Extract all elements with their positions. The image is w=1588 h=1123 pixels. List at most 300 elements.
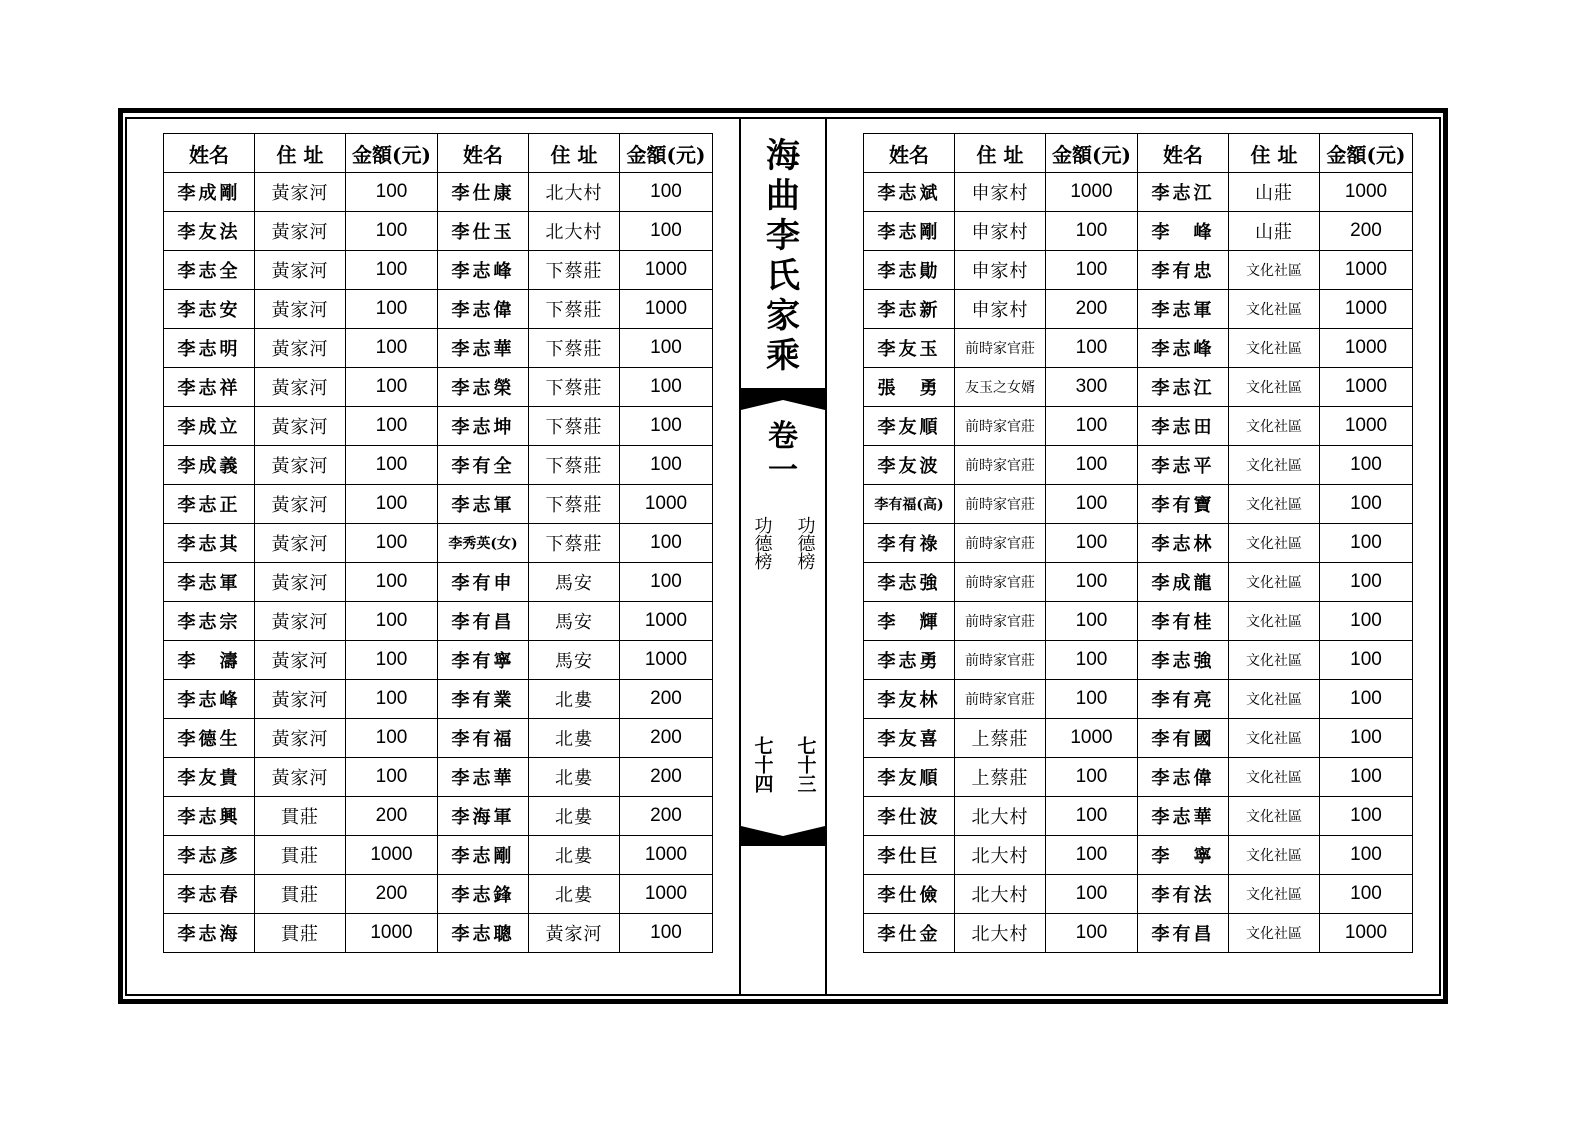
donor-amount: 200 xyxy=(1320,212,1413,251)
donor-amount: 1000 xyxy=(1320,407,1413,446)
donor-name: 李志全 xyxy=(164,251,255,290)
table-row xyxy=(864,641,1413,680)
donor-address: 黃家河 xyxy=(255,563,346,602)
donor-amount: 100 xyxy=(1046,212,1138,251)
book-title xyxy=(741,136,825,376)
volume-label xyxy=(741,420,825,488)
donor-name: 張 勇 xyxy=(864,368,955,407)
table-row xyxy=(164,329,713,368)
donor-name: 李有昌 xyxy=(438,602,529,641)
donor-name: 李友貴 xyxy=(164,758,255,797)
donor-name: 李志強 xyxy=(1138,641,1229,680)
donor-amount: 100 xyxy=(620,368,713,407)
donor-address: 文化社區 xyxy=(1229,602,1320,641)
donor-address: 文化社區 xyxy=(1229,836,1320,875)
donor-address: 北大村 xyxy=(529,212,620,251)
donor-name: 李志新 xyxy=(864,290,955,329)
donor-name: 李仕康 xyxy=(438,173,529,212)
donor-amount: 100 xyxy=(1320,875,1413,914)
donor-address: 山莊 xyxy=(1229,212,1320,251)
donor-name: 李有寶 xyxy=(1138,485,1229,524)
amount-header: 金額(元) xyxy=(620,134,713,173)
donor-amount: 100 xyxy=(620,173,713,212)
donor-address: 黃家河 xyxy=(255,641,346,680)
donor-address: 黃家河 xyxy=(255,329,346,368)
donor-amount: 1000 xyxy=(620,602,713,641)
donor-name: 李 輝 xyxy=(864,602,955,641)
address-header: 住 址 xyxy=(529,134,620,173)
donor-address: 前時家官莊 xyxy=(955,446,1046,485)
table-row xyxy=(164,680,713,719)
donor-address: 北大村 xyxy=(955,797,1046,836)
address-header: 住 址 xyxy=(1229,134,1320,173)
spine-band-bottom xyxy=(741,840,825,846)
donor-address: 前時家官莊 xyxy=(955,563,1046,602)
donor-amount: 100 xyxy=(1046,251,1138,290)
donor-address: 黃家河 xyxy=(255,368,346,407)
donor-address: 前時家官莊 xyxy=(955,680,1046,719)
donor-name: 李志偉 xyxy=(1138,758,1229,797)
donor-name: 李志正 xyxy=(164,485,255,524)
donor-address: 文化社區 xyxy=(1229,563,1320,602)
table-row xyxy=(864,875,1413,914)
donor-amount: 1000 xyxy=(1046,173,1138,212)
section-label-right-text: 功德榜 xyxy=(794,516,816,570)
donor-name: 李志其 xyxy=(164,524,255,563)
amount-header: 金額(元) xyxy=(1320,134,1413,173)
table-row xyxy=(164,914,713,953)
donor-name: 李成立 xyxy=(164,407,255,446)
donor-amount: 100 xyxy=(1320,719,1413,758)
donor-name: 李志海 xyxy=(164,914,255,953)
donor-address: 申家村 xyxy=(955,251,1046,290)
book-title-char: 家 xyxy=(766,296,800,336)
donor-address: 黃家河 xyxy=(529,914,620,953)
name-header: 姓名 xyxy=(864,134,955,173)
donor-amount: 1000 xyxy=(346,836,438,875)
donor-address: 北大村 xyxy=(955,875,1046,914)
donor-address: 黃家河 xyxy=(255,485,346,524)
donor-amount: 100 xyxy=(1046,329,1138,368)
section-label-left-text: 功德榜 xyxy=(751,516,773,570)
donor-amount: 100 xyxy=(1046,914,1138,953)
donor-amount: 200 xyxy=(620,719,713,758)
donor-name: 李志剛 xyxy=(438,836,529,875)
donor-address: 黃家河 xyxy=(255,290,346,329)
donor-address: 黃家河 xyxy=(255,680,346,719)
donor-name: 李志鋒 xyxy=(438,875,529,914)
donor-name: 李成龍 xyxy=(1138,563,1229,602)
donor-amount: 200 xyxy=(620,758,713,797)
table-row xyxy=(864,368,1413,407)
table-row xyxy=(164,563,713,602)
donor-amount: 1000 xyxy=(346,914,438,953)
donor-name: 李友法 xyxy=(164,212,255,251)
donor-amount: 100 xyxy=(346,602,438,641)
donor-address: 馬安 xyxy=(529,602,620,641)
donor-address: 下蔡莊 xyxy=(529,290,620,329)
donor-amount: 100 xyxy=(1046,485,1138,524)
donor-address: 前時家官莊 xyxy=(955,524,1046,563)
spine-band-top xyxy=(741,388,825,396)
table-row xyxy=(164,251,713,290)
donor-amount: 200 xyxy=(346,875,438,914)
donor-address: 黃家河 xyxy=(255,719,346,758)
donor-name: 李志剛 xyxy=(864,212,955,251)
donor-amount: 100 xyxy=(620,524,713,563)
donor-address: 黃家河 xyxy=(255,407,346,446)
donor-name: 李志勛 xyxy=(864,251,955,290)
donor-amount: 100 xyxy=(1046,797,1138,836)
donor-name: 李志峰 xyxy=(438,251,529,290)
name-header: 姓名 xyxy=(438,134,529,173)
donor-amount: 100 xyxy=(1320,602,1413,641)
donor-amount: 1000 xyxy=(620,251,713,290)
fishtail-top xyxy=(741,396,825,416)
table-row xyxy=(864,485,1413,524)
donor-address: 文化社區 xyxy=(1229,485,1320,524)
donor-name: 李志春 xyxy=(164,875,255,914)
donor-address: 貫莊 xyxy=(255,797,346,836)
donor-amount: 100 xyxy=(1320,680,1413,719)
donor-name: 李志華 xyxy=(1138,797,1229,836)
donor-name: 李志軍 xyxy=(1138,290,1229,329)
donor-address: 文化社區 xyxy=(1229,758,1320,797)
right-donor-table xyxy=(863,133,1413,953)
donor-address: 黃家河 xyxy=(255,251,346,290)
donor-name: 李仕儉 xyxy=(864,875,955,914)
table-row xyxy=(164,212,713,251)
donor-amount: 100 xyxy=(1320,797,1413,836)
donor-name: 李友波 xyxy=(864,446,955,485)
donor-name: 李友順 xyxy=(864,758,955,797)
donor-amount: 100 xyxy=(346,641,438,680)
donor-address: 文化社區 xyxy=(1229,251,1320,290)
donor-name: 李有福(高) xyxy=(864,485,955,524)
donor-address: 前時家官莊 xyxy=(955,485,1046,524)
donor-name: 李志祥 xyxy=(164,368,255,407)
donor-address: 文化社區 xyxy=(1229,446,1320,485)
donor-name: 李有昌 xyxy=(1138,914,1229,953)
donor-name: 李志峰 xyxy=(1138,329,1229,368)
donor-amount: 100 xyxy=(1046,602,1138,641)
table-row xyxy=(864,797,1413,836)
donor-address: 山莊 xyxy=(1229,173,1320,212)
donor-name: 李友林 xyxy=(864,680,955,719)
donor-amount: 1000 xyxy=(620,290,713,329)
donor-amount: 100 xyxy=(1046,446,1138,485)
donor-amount: 100 xyxy=(346,524,438,563)
donor-amount: 200 xyxy=(1046,290,1138,329)
table-row xyxy=(864,446,1413,485)
table-row xyxy=(164,641,713,680)
donor-name: 李 峰 xyxy=(1138,212,1229,251)
donor-name: 李有祿 xyxy=(864,524,955,563)
donor-name: 李友玉 xyxy=(864,329,955,368)
section-label-right xyxy=(794,516,816,575)
donor-amount: 100 xyxy=(620,563,713,602)
donor-address: 文化社區 xyxy=(1229,407,1320,446)
donor-name: 李志江 xyxy=(1138,173,1229,212)
donor-address: 北婁 xyxy=(529,875,620,914)
donor-name: 李有全 xyxy=(438,446,529,485)
donor-amount: 100 xyxy=(346,407,438,446)
table-header-row xyxy=(164,134,713,173)
donor-name: 李友順 xyxy=(864,407,955,446)
donor-address: 上蔡莊 xyxy=(955,758,1046,797)
donor-address: 北婁 xyxy=(529,797,620,836)
donor-name: 李仕巨 xyxy=(864,836,955,875)
donor-address: 文化社區 xyxy=(1229,290,1320,329)
table-row xyxy=(864,836,1413,875)
donor-address: 黃家河 xyxy=(255,212,346,251)
table-row xyxy=(164,485,713,524)
donor-amount: 100 xyxy=(1046,680,1138,719)
donor-name: 李志明 xyxy=(164,329,255,368)
table-row xyxy=(164,290,713,329)
table-row xyxy=(164,758,713,797)
left-donor-table xyxy=(163,133,713,953)
donor-amount: 200 xyxy=(620,680,713,719)
donor-address: 文化社區 xyxy=(1229,368,1320,407)
donor-name: 李有國 xyxy=(1138,719,1229,758)
donor-address: 文化社區 xyxy=(1229,329,1320,368)
donor-amount: 100 xyxy=(346,290,438,329)
donor-amount: 1000 xyxy=(1320,368,1413,407)
table-row xyxy=(864,251,1413,290)
donor-name: 李志田 xyxy=(1138,407,1229,446)
book-title-char: 李 xyxy=(766,216,800,256)
donor-amount: 1000 xyxy=(620,485,713,524)
donor-address: 文化社區 xyxy=(1229,719,1320,758)
address-header: 住 址 xyxy=(255,134,346,173)
donor-amount: 100 xyxy=(1046,524,1138,563)
donor-name: 李志平 xyxy=(1138,446,1229,485)
donor-amount: 100 xyxy=(620,446,713,485)
donor-address: 北婁 xyxy=(529,680,620,719)
donor-name: 李成義 xyxy=(164,446,255,485)
donor-amount: 100 xyxy=(1320,836,1413,875)
donor-address: 文化社區 xyxy=(1229,524,1320,563)
donor-address: 北大村 xyxy=(955,836,1046,875)
donor-address: 馬安 xyxy=(529,563,620,602)
donor-address: 文化社區 xyxy=(1229,875,1320,914)
table-header-row xyxy=(864,134,1413,173)
donor-amount: 1000 xyxy=(620,836,713,875)
donor-amount: 100 xyxy=(346,446,438,485)
donor-address: 貫莊 xyxy=(255,836,346,875)
donor-address: 貫莊 xyxy=(255,875,346,914)
donor-address: 黃家河 xyxy=(255,758,346,797)
donor-amount: 1000 xyxy=(1320,329,1413,368)
donor-address: 黃家河 xyxy=(255,446,346,485)
table-row xyxy=(164,719,713,758)
page-number-right xyxy=(794,736,816,798)
donor-address: 申家村 xyxy=(955,290,1046,329)
donor-name: 李有法 xyxy=(1138,875,1229,914)
donor-amount: 100 xyxy=(1320,563,1413,602)
donor-address: 文化社區 xyxy=(1229,680,1320,719)
donor-address: 下蔡莊 xyxy=(529,524,620,563)
donor-name: 李友喜 xyxy=(864,719,955,758)
donor-address: 黃家河 xyxy=(255,524,346,563)
donor-amount: 100 xyxy=(1320,758,1413,797)
donor-name: 李志華 xyxy=(438,329,529,368)
table-row xyxy=(164,368,713,407)
donor-amount: 100 xyxy=(1320,641,1413,680)
donor-amount: 100 xyxy=(346,173,438,212)
donor-amount: 200 xyxy=(346,797,438,836)
donor-name: 李有桂 xyxy=(1138,602,1229,641)
table-row xyxy=(864,407,1413,446)
donor-address: 北婁 xyxy=(529,719,620,758)
donor-address: 申家村 xyxy=(955,173,1046,212)
donor-address: 下蔡莊 xyxy=(529,368,620,407)
donor-address: 馬安 xyxy=(529,641,620,680)
amount-header: 金額(元) xyxy=(1046,134,1138,173)
donor-name: 李志興 xyxy=(164,797,255,836)
table-row xyxy=(864,212,1413,251)
table-row xyxy=(164,797,713,836)
donor-amount: 100 xyxy=(346,368,438,407)
donor-amount: 100 xyxy=(1320,524,1413,563)
donor-address: 下蔡莊 xyxy=(529,446,620,485)
donor-amount: 100 xyxy=(1046,758,1138,797)
donor-name: 李志勇 xyxy=(864,641,955,680)
table-row xyxy=(864,758,1413,797)
donor-name: 李志安 xyxy=(164,290,255,329)
donor-address: 文化社區 xyxy=(1229,641,1320,680)
table-row xyxy=(864,524,1413,563)
donor-amount: 100 xyxy=(1320,485,1413,524)
donor-address: 文化社區 xyxy=(1229,797,1320,836)
donor-address: 下蔡莊 xyxy=(529,485,620,524)
book-title-char: 海 xyxy=(766,136,800,176)
table-row xyxy=(864,680,1413,719)
donor-amount: 100 xyxy=(346,329,438,368)
donor-amount: 1000 xyxy=(620,641,713,680)
donor-name: 李有福 xyxy=(438,719,529,758)
donor-name: 李海軍 xyxy=(438,797,529,836)
donor-name: 李志華 xyxy=(438,758,529,797)
donor-name: 李志斌 xyxy=(864,173,955,212)
table-row xyxy=(164,407,713,446)
donor-amount: 1000 xyxy=(620,875,713,914)
table-row xyxy=(164,602,713,641)
donor-address: 下蔡莊 xyxy=(529,407,620,446)
table-row xyxy=(164,173,713,212)
donor-name: 李有忠 xyxy=(1138,251,1229,290)
donor-name: 李志偉 xyxy=(438,290,529,329)
donor-name: 李有申 xyxy=(438,563,529,602)
table-row xyxy=(164,524,713,563)
volume-char: 卷 xyxy=(768,419,798,454)
donor-address: 北大村 xyxy=(955,914,1046,953)
donor-amount: 100 xyxy=(346,563,438,602)
donor-address: 北大村 xyxy=(529,173,620,212)
donor-amount: 1000 xyxy=(1320,251,1413,290)
donor-address: 前時家官莊 xyxy=(955,602,1046,641)
fishtail-bottom xyxy=(741,820,825,840)
name-header: 姓名 xyxy=(1138,134,1229,173)
donor-name: 李志聰 xyxy=(438,914,529,953)
donor-amount: 200 xyxy=(620,797,713,836)
donor-address: 前時家官莊 xyxy=(955,641,1046,680)
donor-amount: 100 xyxy=(620,212,713,251)
donor-address: 下蔡莊 xyxy=(529,251,620,290)
table-row xyxy=(864,914,1413,953)
volume-char: 一 xyxy=(768,453,798,488)
donor-amount: 1000 xyxy=(1046,719,1138,758)
table-row xyxy=(864,290,1413,329)
donor-address: 上蔡莊 xyxy=(955,719,1046,758)
page-number-left-text: 七十四 xyxy=(751,736,774,793)
table-row xyxy=(864,563,1413,602)
donor-amount: 100 xyxy=(1320,446,1413,485)
donor-name: 李志強 xyxy=(864,563,955,602)
amount-header: 金額(元) xyxy=(346,134,438,173)
book-title-char: 曲 xyxy=(766,176,800,216)
donor-name: 李志彥 xyxy=(164,836,255,875)
donor-amount: 100 xyxy=(620,329,713,368)
donor-name: 李志榮 xyxy=(438,368,529,407)
donor-address: 友玉之女婿 xyxy=(955,368,1046,407)
donor-address: 北婁 xyxy=(529,758,620,797)
donor-name: 李 寧 xyxy=(1138,836,1229,875)
book-title-char: 氏 xyxy=(766,256,800,296)
donor-amount: 100 xyxy=(346,680,438,719)
donor-name: 李志坤 xyxy=(438,407,529,446)
name-header: 姓名 xyxy=(164,134,255,173)
donor-amount: 1000 xyxy=(1320,914,1413,953)
donor-name: 李仕波 xyxy=(864,797,955,836)
donor-amount: 100 xyxy=(1046,836,1138,875)
donor-name: 李志峰 xyxy=(164,680,255,719)
donor-name: 李成剛 xyxy=(164,173,255,212)
donor-address: 前時家官莊 xyxy=(955,329,1046,368)
donor-amount: 100 xyxy=(346,251,438,290)
donor-amount: 100 xyxy=(620,407,713,446)
donor-name: 李秀英(女) xyxy=(438,524,529,563)
table-row xyxy=(864,329,1413,368)
donor-amount: 300 xyxy=(1046,368,1138,407)
table-row xyxy=(864,719,1413,758)
donor-name: 李有業 xyxy=(438,680,529,719)
table-row xyxy=(164,875,713,914)
donor-name: 李仕金 xyxy=(864,914,955,953)
donor-amount: 100 xyxy=(1046,641,1138,680)
address-header: 住 址 xyxy=(955,134,1046,173)
donor-address: 黃家河 xyxy=(255,173,346,212)
donor-amount: 100 xyxy=(346,719,438,758)
page-number-left xyxy=(751,736,773,798)
donor-address: 黃家河 xyxy=(255,602,346,641)
table-row xyxy=(164,836,713,875)
donor-name: 李志林 xyxy=(1138,524,1229,563)
donor-name: 李志軍 xyxy=(164,563,255,602)
donor-amount: 100 xyxy=(1046,875,1138,914)
donor-address: 文化社區 xyxy=(1229,914,1320,953)
donor-amount: 1000 xyxy=(1320,173,1413,212)
donor-address: 申家村 xyxy=(955,212,1046,251)
donor-name: 李有寧 xyxy=(438,641,529,680)
donor-address: 前時家官莊 xyxy=(955,407,1046,446)
section-label-left xyxy=(751,516,773,575)
table-row xyxy=(864,173,1413,212)
donor-amount: 1000 xyxy=(1320,290,1413,329)
donor-name: 李 濤 xyxy=(164,641,255,680)
book-title-char: 乘 xyxy=(766,336,800,376)
